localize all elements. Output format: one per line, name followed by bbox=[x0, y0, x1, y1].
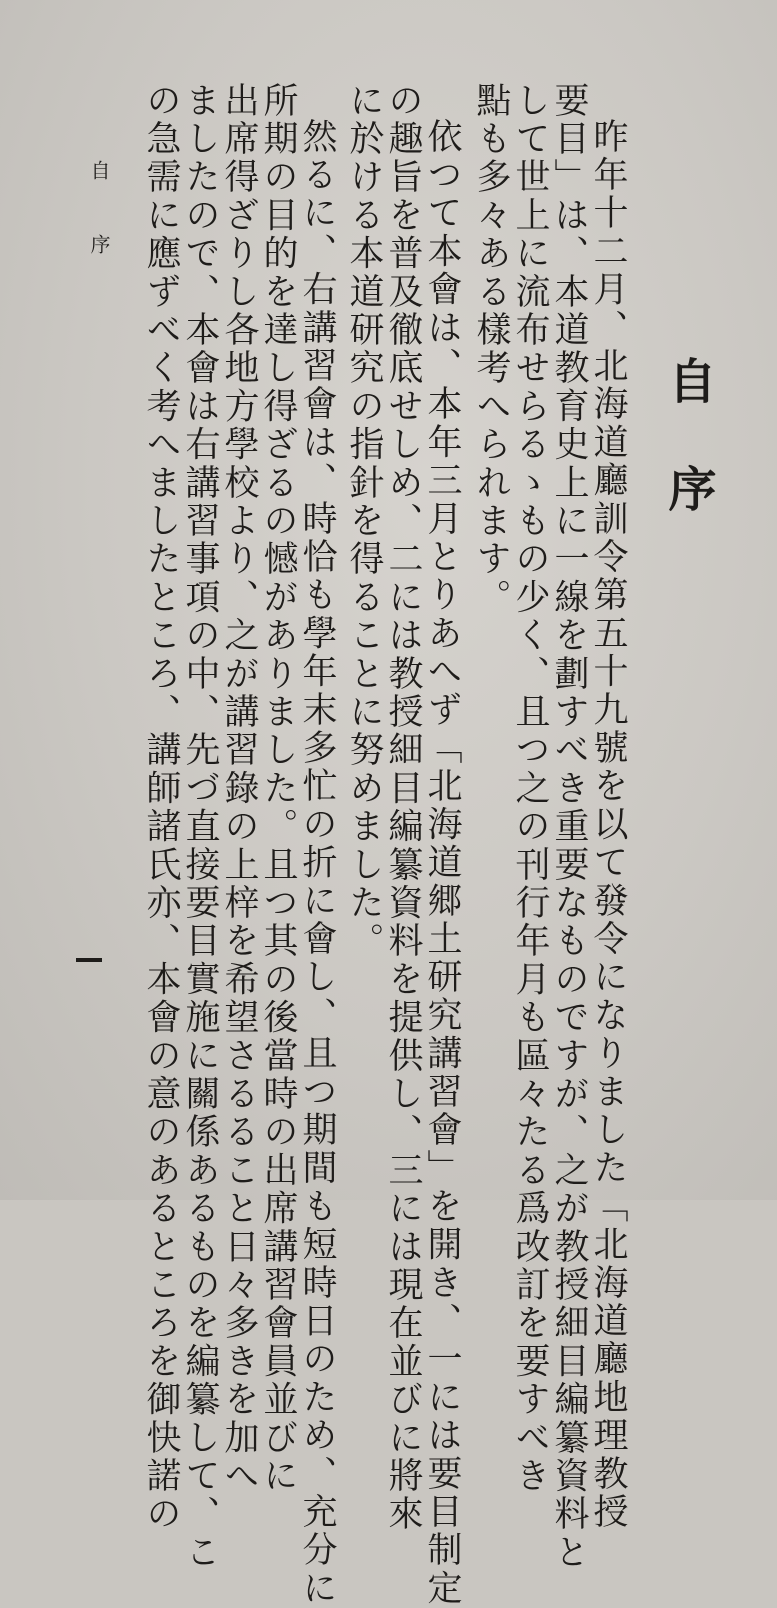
text-column-1: 昨年十二月、北海道廳訓令第五十九號を以て發令になりました「北海道廳地理教授 bbox=[588, 118, 628, 1532]
text-column-11: ましたので、本會は右講習事項の中、先づ直接要目實施に關係あるものを編纂して、こ bbox=[180, 82, 220, 1572]
text-column-6: の趣旨を普及徹底せしめ、二には教授細目編纂資料を提供し、三には現在並びに將來 bbox=[383, 82, 423, 1534]
text-column-12: の急需に應ずべく考へましたところ、講師諸氏亦、本會の意のあるところを御快諾の bbox=[141, 82, 181, 1534]
text-column-3: して世上に流布せらるゝもの少く、且つ之の刊行年月も區々たる爲改訂を要すべき bbox=[510, 82, 550, 1496]
running-head: 自序 bbox=[87, 160, 111, 308]
text-column-5: 依つて本會は、本年三月とりあへず「北海道郷土研究講習會」を開き、一には要目制定 bbox=[422, 118, 462, 1608]
text-column-9: 所期の目的を達し得ざるの憾がありました。且つ其の後當時の出席講習會員並びに bbox=[258, 82, 298, 1496]
text-column-7: に於ける本道研究の指針を得ることに努めました。 bbox=[344, 82, 384, 961]
page-number bbox=[76, 958, 102, 962]
text-column-10: 出席得ざりし各地方學校より、之が講習錄の上梓を希望さるること日々多きを加へ bbox=[219, 82, 259, 1496]
text-column-2: 要目」は、本道教育史上に一線を劃すべき重要なものですが、之が教授細目編纂資料と bbox=[549, 82, 589, 1572]
page-title: 自序 bbox=[660, 356, 716, 572]
text-column-8: 然るに、右講習會は、時恰も學年末多忙の折に會し、且つ期間も短時日のため、充分に bbox=[297, 118, 337, 1608]
text-column-4: 點も多々ある樣考へられます。 bbox=[471, 82, 511, 617]
